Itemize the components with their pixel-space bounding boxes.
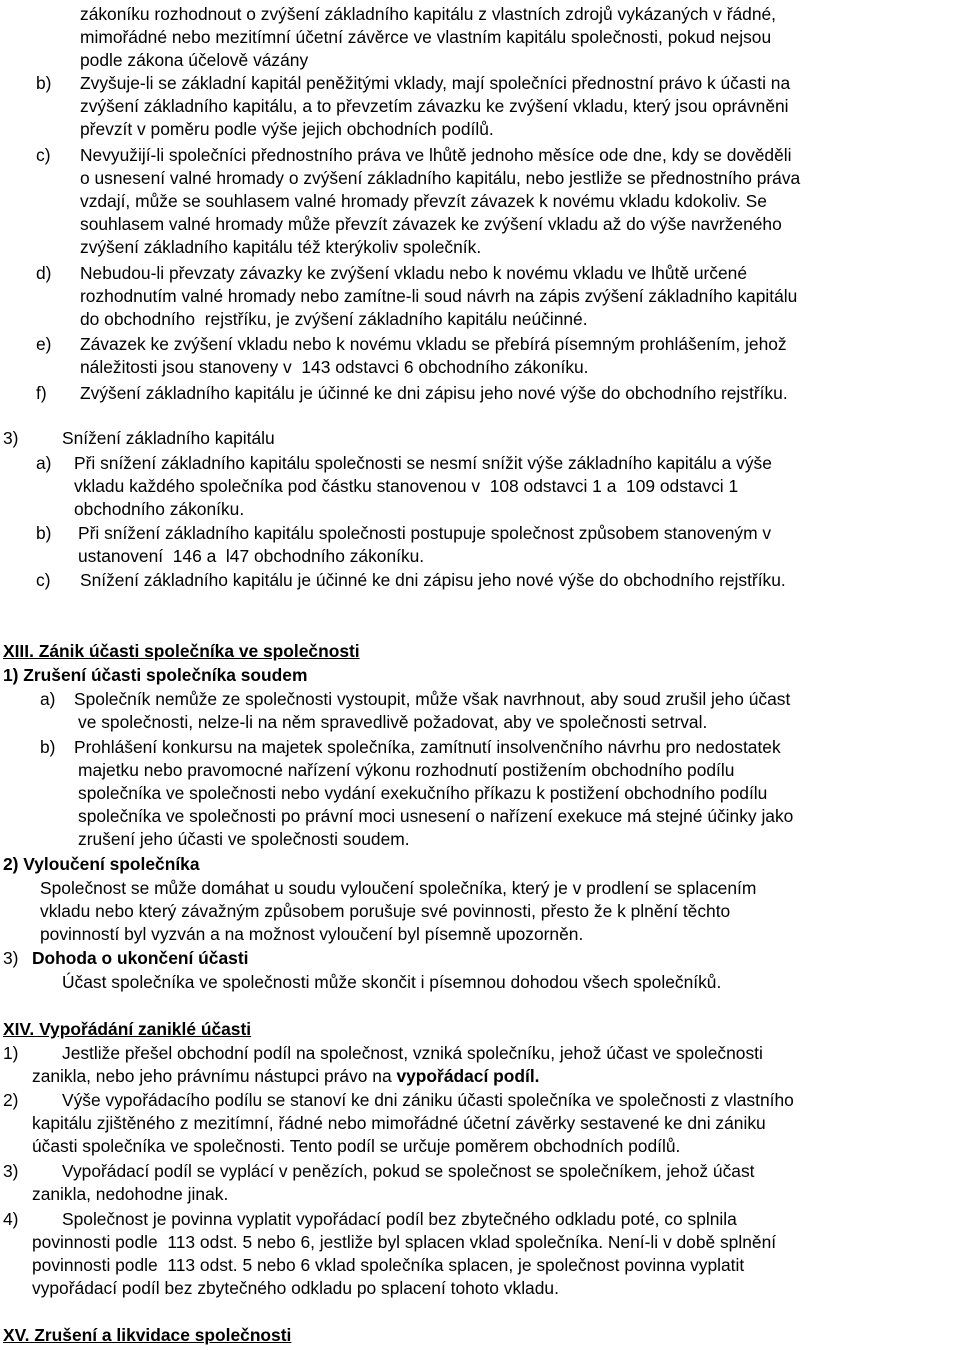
subsection-heading: Dohoda o ukončení účasti xyxy=(32,948,249,968)
paragraph-line: majetku nebo pravomocné nařízení výkonu rozhodnutí postižením obchodního podílu xyxy=(78,760,735,780)
list-marker: b) xyxy=(36,523,52,543)
paragraph-line: účasti společníka ve společnosti. Tento podíl se určuje poměrem obchodních podílů. xyxy=(32,1136,681,1156)
paragraph-line: povinnosti podle 113 odst. 5 nebo 6, jestliže byl splacen vklad společníka. Není-li v době splnění xyxy=(32,1232,777,1252)
paragraph-line: mimořádné nebo mezitímní účetní závěrce ve vlastním kapitálu společnosti, pokud nejsou xyxy=(80,27,772,47)
list-marker: a) xyxy=(40,689,56,709)
emphasis-term: vypořádací podíl. xyxy=(396,1066,540,1086)
list-marker: 1) xyxy=(3,1043,19,1063)
paragraph-line: povinnosti podle 113 odst. 5 nebo 6 vklad společníka splacen, je společnost povinna vyplatit xyxy=(32,1255,745,1275)
paragraph-line: zrušení jeho účasti ve společnosti soudem. xyxy=(78,829,410,849)
paragraph-line: podle zákona účelově vázány xyxy=(80,50,309,70)
paragraph-line xyxy=(32,1065,540,1088)
paragraph-line: Společník nemůže ze společnosti vystoupit, může však navrhnout, aby soud zrušil jeho účast xyxy=(74,689,791,709)
chapter-heading: XV. Zrušení a likvidace společnosti xyxy=(3,1325,292,1345)
paragraph-line: povinností byl vyzván a na možnost vyloučení byl písemně upozorněn. xyxy=(40,924,584,944)
paragraph-line: Nebudou-li převzaty závazky ke zvýšení vkladu nebo k novému vkladu ve lhůtě určené xyxy=(80,263,748,283)
paragraph-line: náležitosti jsou stanoveny v 143 odstavci 6 obchodního zákoníku. xyxy=(80,357,589,377)
paragraph-line: vkladu každého společníka pod částku stanovenou v 108 odstavci 1 a 109 odstavci 1 xyxy=(74,476,739,496)
subsection-heading: 1) Zrušení účasti společníka soudem xyxy=(3,665,308,685)
paragraph-line: Při snížení základního kapitálu společnosti se nesmí snížit výše základního kapitálu a výše xyxy=(74,453,772,473)
list-marker: e) xyxy=(36,334,52,354)
paragraph-line: vzdají, může se souhlasem valné hromady převzít závazek k novému vkladu kdokoliv. Se xyxy=(80,191,767,211)
list-marker: 4) xyxy=(3,1209,19,1229)
paragraph-line: kapitálu zjištěného z mezitímní, řádné nebo mimořádné účetní závěrky sestavené ke dni zániku xyxy=(32,1113,766,1133)
list-marker: b) xyxy=(36,73,52,93)
paragraph-line: vkladu nebo který závažným způsobem porušuje své povinnosti, přesto že k plnění těchto xyxy=(40,901,731,921)
paragraph-line: obchodního zákoníku. xyxy=(74,499,245,519)
list-marker: a) xyxy=(36,453,52,473)
list-marker: d) xyxy=(36,263,52,283)
paragraph-line: Zvyšuje-li se základní kapitál peněžitými vklady, mají společníci přednostní právo k účasti na xyxy=(80,73,791,93)
paragraph-line: Jestliže přešel obchodní podíl na společnost, vzniká společníku, jehož účast ve společnosti xyxy=(62,1043,763,1063)
paragraph-line: rozhodnutím valné hromady nebo zamítne-li soud návrh na zápis zvýšení základního kapitálu xyxy=(80,286,798,306)
paragraph-line: Zvýšení základního kapitálu je účinné ke dni zápisu jeho nové výše do obchodního rejstříku. xyxy=(80,383,788,403)
paragraph-line: zanikla, nedohodne jinak. xyxy=(32,1184,229,1204)
paragraph-line: ve společnosti, nelze-li na něm spravedlivě požadovat, aby ve společnosti setrval. xyxy=(78,712,708,732)
chapter-heading: XIII. Zánik účasti společníka ve společnosti xyxy=(3,641,360,661)
list-marker: 2) xyxy=(3,1090,19,1110)
list-marker: f) xyxy=(36,383,47,403)
paragraph-line: Snížení základního kapitálu je účinné ke dni zápisu jeho nové výše do obchodního rejstříku. xyxy=(80,570,786,590)
paragraph-line: Účast společníka ve společnosti může skončit i písemnou dohodou všech společníků. xyxy=(62,972,722,992)
paragraph-text: zanikla, nebo jeho právnímu nástupci právo na xyxy=(32,1066,397,1086)
paragraph-line: do obchodního rejstříku, je zvýšení základního kapitálu neúčinné. xyxy=(80,309,588,329)
paragraph-line: Závazek ke zvýšení vkladu nebo k novému vkladu se přebírá písemným prohlášením, jehož xyxy=(80,334,787,354)
paragraph-line: Při snížení základního kapitálu společnosti postupuje společnost způsobem stanoveným v xyxy=(78,523,772,543)
section-heading: Snížení základního kapitálu xyxy=(62,428,275,448)
chapter-heading: XIV. Vypořádání zaniklé účasti xyxy=(3,1019,252,1039)
subsection-heading: 2) Vyloučení společníka xyxy=(3,854,200,874)
paragraph-line: Společnost je povinna vyplatit vypořádací podíl bez zbytečného odkladu poté, co splnila xyxy=(62,1209,737,1229)
paragraph-line: Nevyužijí-li společníci přednostního práva ve lhůtě jednoho měsíce ode dne, kdy se dověděli xyxy=(80,145,792,165)
paragraph-line: zvýšení základního kapitálu, a to převzetím závazku ke zvýšení vkladu, který jsou oprávněni xyxy=(80,96,789,116)
paragraph-line: převzít v poměru podle výše jejich obchodních podílů. xyxy=(80,119,494,139)
paragraph-line: Výše vypořádacího podílu se stanoví ke dni zániku účasti společníka ve společnosti z vlastního xyxy=(62,1090,794,1110)
paragraph-line: ustanovení 146 a l47 obchodního zákoníku. xyxy=(78,546,425,566)
paragraph-line: Vypořádací podíl se vyplácí v penězích, pokud se společnost se společníkem, jehož účast xyxy=(62,1161,755,1181)
paragraph-line: zákoníku rozhodnout o zvýšení základního kapitálu z vlastních zdrojů vykázaných v řádné, xyxy=(80,4,777,24)
paragraph-line: vypořádací podíl bez zbytečného odkladu po splacení tohoto vkladu. xyxy=(32,1278,559,1298)
paragraph-line: společníka ve společnosti po právní moci usnesení o nařízení exekuce má stejné účinky jako xyxy=(78,806,794,826)
paragraph-line: Prohlášení konkursu na majetek společníka, zamítnutí insolvenčního návrhu pro nedostatek xyxy=(74,737,781,757)
paragraph-line: zvýšení základního kapitálu též kterýkoliv společník. xyxy=(80,237,482,257)
section-number: 3) xyxy=(3,428,19,448)
list-marker: 3) xyxy=(3,1161,19,1181)
paragraph-line: souhlasem valné hromady může převzít závazek ke zvýšení vkladu až do výše navrženého xyxy=(80,214,782,234)
list-marker: c) xyxy=(36,145,51,165)
paragraph-line: o usnesení valné hromady o zvýšení základního kapitálu, nebo jestliže se přednostního práva xyxy=(80,168,801,188)
list-marker: c) xyxy=(36,570,51,590)
section-number: 3) xyxy=(3,948,19,968)
paragraph-line: společníka ve společnosti nebo vydání exekučního příkazu k postižení obchodního podílu xyxy=(78,783,768,803)
list-marker: b) xyxy=(40,737,56,757)
paragraph-line: Společnost se může domáhat u soudu vyloučení společníka, který je v prodlení se splacením xyxy=(40,878,757,898)
